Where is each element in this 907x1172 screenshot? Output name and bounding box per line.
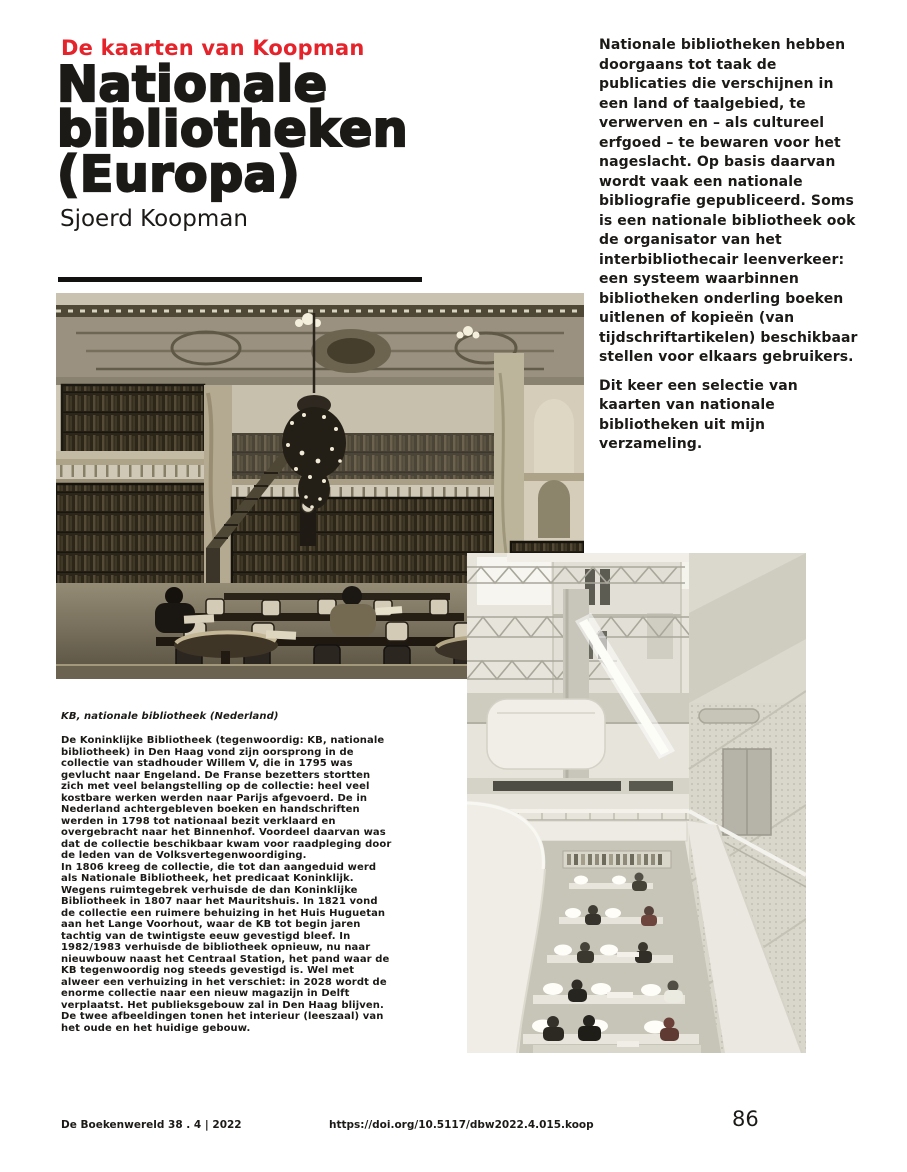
divider-rule [58,277,422,282]
figure-modern-reading-room [467,553,806,1053]
title-line-1: Nationale [57,56,328,113]
article-paragraph-2: In 1806 kreeg de collectie, die tot dan aangeduid werd als Nationale Bibliotheek, het predicaat Koninklijk. Wegens ruimtegebrek verhuisde de dan Koninklijke Bibliotheek in 1807 naar het Mauritshuis. In 1821 vond de collectie een ruimere behuizing in het Huis Huguetan aan het Lange Voorhout, waar de KB tot begin jaren tachtig van de twintigste eeuw gevestigd bleef. In 1982/1983 verhuisde de bibliotheek opnieuw, nu naar nieuwbouw naast het Centraal Station, het pand waar de KB tegenwoordig nog steeds gevestigd is. Wel met alweer een verhuizing in het verschiet: in 2028 wordt de enorme collectie naar een nieuw magazijn in Delft verplaatst. Het publieksgebouw zal in Den Haag blijven. [61,861,390,1011]
modern-kb-reading-room-photo [467,553,806,1053]
footer-journal: De Boekenwereld 38 . 4 | 2022 [61,1119,242,1131]
title-line-3: (Europa) [57,146,301,203]
footer-doi: https://doi.org/10.5117/dbw2022.4.015.koop [329,1119,594,1131]
article-paragraph-3: De twee afbeeldingen tonen het interieur (leeszaal) van het oude en het huidige gebouw. [61,1011,384,1034]
author-name: Sjoerd Koopman [60,206,248,232]
intro-paragraph-1: Nationale bibliotheken hebben doorgaans tot taak de publicaties die verschijnen in een land of taalgebied, te verwerven en – als cultureel erfgoed – te bewaren voor het nageslacht. Op basis daarvan wordt vaak een nationale bibliografie gepubliceerd. Soms is een nationale bibliotheek ook de organisator van het interbibliothecair leenverkeer: een systeem waarbinnen bibliotheken onderling boeken uitlenen of kopieën (van tijdschriftartikelen) beschikbaar stellen voor elkaars gebruikers. [599,37,858,365]
intro-column [599,36,862,464]
intro-paragraph-2: Dit keer een selectie van kaarten van nationale bibliotheken uit mijn verzameling. [599,377,798,452]
figure-caption: KB, nationale bibliotheek (Nederland) [61,711,279,722]
article-paragraph-1: De Koninklijke Bibliotheek (tegenwoordig: KB, nationale bibliotheek) in Den Haag vond zijn oorsprong in de collectie van stadhouder Willem V, die in 1795 was gevlucht naar Engeland. De Franse bezetters stortten zich met veel belangstelling op de collectie: heel veel kostbare werken werden naar Parijs afgevoerd. De in Nederland achtergebleven boeken en handschriften werden in 1798 tot nationaal bezit verklaard en overgebracht naar het Binnenhof. Voordeel daarvan was dat de collectie beschikbaar kwam voor raadpleging door de leden van de Volksvertegenwoordiging. [61,735,392,861]
kicker: De kaarten van Koopman [61,36,365,60]
page-number: 86 [732,1107,759,1131]
article-body [61,735,393,1034]
page-title [57,56,409,203]
title-line-2: bibliotheken [57,101,409,158]
